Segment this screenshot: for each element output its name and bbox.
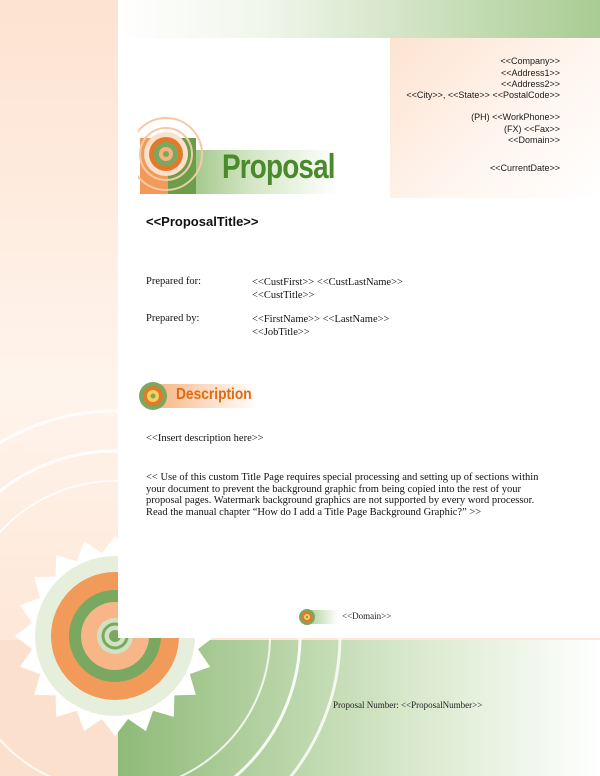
date-field: <<CurrentDate>> [489,163,560,173]
footer-target-icon [298,608,338,626]
phone-field: (PH) <<WorkPhone>> [471,112,560,122]
cust-title-field: <<CustTitle>> [252,290,315,301]
proposal-number: Proposal Number: <<ProposalNumber>> [333,700,483,710]
cust-last-field: <<CustLastName>> [316,277,403,288]
prepared-by-name [252,313,389,326]
address1-field: <<Address1>> [500,68,560,78]
domain-field: <<Domain>> [507,135,560,145]
prepared-by-label: Prepared by: [146,313,200,324]
city-state-zip-field: <<City>>, <<State>> <<PostalCode>> [406,90,560,100]
description-placeholder: <<Insert description here>> [146,433,264,444]
job-title-field: <<JobTitle>> [252,327,310,338]
first-name-field: <<FirstName>> [252,314,321,325]
footer-domain-text: <<Domain>> [342,611,392,621]
description-heading-graphic [138,380,258,412]
proposal-title-field: <<ProposalTitle>> [146,214,259,229]
address2-field: <<Address2>> [500,79,560,89]
proposal-heading: Proposal [222,148,335,186]
proposal-logo [138,114,338,196]
description-heading: Description [176,386,252,403]
fax-field: (FX) <<Fax>> [503,124,560,134]
prepared-for-label: Prepared for: [146,276,202,287]
company-field: <<Company>> [500,56,560,66]
cust-first-field: <<CustFirst>> [252,277,315,288]
last-name-field: <<LastName>> [322,314,390,325]
instruction-note: << Use of this custom Title Page requires special processing and setting up of sections within your document to prevent the background graphic from being copied into the rest of your proposal pages. Watermark background graphics are not supported by every word processor. Read the manual chapter “How do I add a Title Page Background Graphic?” >> [146,472,539,518]
prepared-for-name [252,276,403,289]
